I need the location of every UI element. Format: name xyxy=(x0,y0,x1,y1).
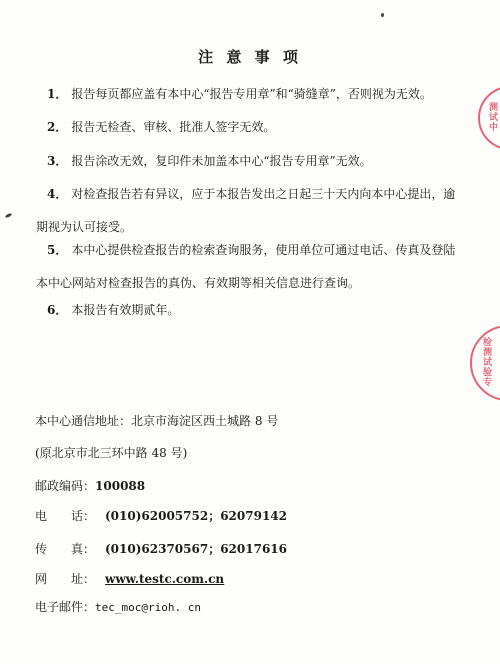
notice-text-continued: 期视为认可接受。 xyxy=(36,220,133,234)
stamp-text: 检测试验专 xyxy=(481,337,491,387)
fax-label: 传 真： xyxy=(35,542,96,556)
email-link[interactable]: tec_moc@rioh. cn xyxy=(95,601,201,614)
notice-text: 本报告有效期贰年。 xyxy=(71,303,180,317)
contact-address xyxy=(35,412,278,430)
red-seal-stamp xyxy=(478,86,500,150)
contact-telephone xyxy=(35,507,287,525)
email-label: 电子邮件： xyxy=(35,600,96,614)
zip-label: 邮政编码： xyxy=(35,479,96,493)
original-address-value: (原北京市北三环中路 48 号) xyxy=(35,446,188,460)
notice-text: 报告每页都应盖有本中心“报告专用章”和“骑缝章”，否则视为无效。 xyxy=(71,87,432,101)
notice-number: 4． xyxy=(47,187,68,201)
address-label: 本中心通信地址： xyxy=(35,414,132,428)
notice-text: 报告涂改无效，复印件未加盖本中心“报告专用章”无效。 xyxy=(71,154,372,168)
zip-value: 100088 xyxy=(95,479,146,493)
contact-email xyxy=(35,598,201,617)
notice-text-continued: 本中心网站对检查报告的真伪、有效期等相关信息进行查询。 xyxy=(36,276,361,290)
contact-zip xyxy=(35,477,145,495)
address-value: 北京市海淀区西土城路 8 号 xyxy=(131,414,279,428)
notice-number: 1． xyxy=(47,87,68,101)
notice-item-2 xyxy=(47,111,467,144)
scan-speck xyxy=(381,13,384,17)
notice-item-6 xyxy=(47,294,467,327)
notice-number: 5． xyxy=(47,243,68,257)
red-seal-stamp xyxy=(470,325,500,401)
notice-text: 对检查报告若有异议，应于本报告发出之日起三十天内向本中心提出，逾 xyxy=(71,187,456,201)
notice-text: 报告无检查、审核、批准人签字无效。 xyxy=(71,120,276,134)
telephone-value: (010)62005752；62079142 xyxy=(105,509,287,523)
fax-value: (010)62370567；62017616 xyxy=(105,542,287,556)
notice-item-1 xyxy=(47,78,467,111)
contact-website xyxy=(35,570,224,588)
website-label: 网 址： xyxy=(35,572,96,586)
scan-speck xyxy=(5,213,13,219)
notice-number: 2． xyxy=(47,120,68,134)
telephone-label: 电 话： xyxy=(35,509,96,523)
page-title: 注 意 事 项 xyxy=(198,48,302,66)
notice-item-3 xyxy=(47,145,467,178)
notice-number: 6． xyxy=(47,303,68,317)
stamp-text: 测试中 xyxy=(487,102,497,132)
notice-text: 本中心提供检查报告的检索查询服务，使用单位可通过电话、传真及登陆 xyxy=(71,243,456,257)
contact-fax xyxy=(35,540,287,558)
notice-number: 3． xyxy=(47,154,68,168)
website-link[interactable]: www.testc.com.cn xyxy=(105,572,225,586)
contact-original-address xyxy=(35,444,187,462)
notice-item-5 xyxy=(36,234,467,300)
